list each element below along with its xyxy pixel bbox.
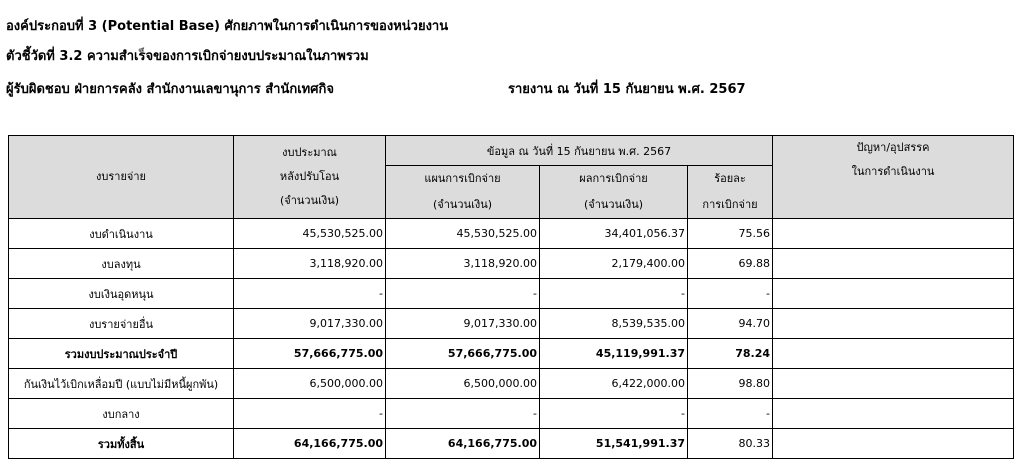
cell-budget: 6,500,000.00 <box>234 369 386 399</box>
cell-problem <box>773 279 1014 309</box>
cell-result: 8,539,535.00 <box>540 309 688 339</box>
cell-plan: 57,666,775.00 <box>386 339 540 369</box>
cell-plan: 9,017,330.00 <box>386 309 540 339</box>
table-row <box>9 279 1014 309</box>
cell-item: งบลงทุน <box>9 249 234 279</box>
table-row <box>9 369 1014 399</box>
cell-problem <box>773 309 1014 339</box>
header-responsible: ผู้รับผิดชอบ ฝ่ายการคลัง สำนักงานเลขานุการ สำนักเทศกิจ <box>6 82 334 97</box>
cell-budget: 3,118,920.00 <box>234 249 386 279</box>
cell-item: รวมงบประมาณประจำปี <box>9 339 234 369</box>
cell-budget: - <box>234 279 386 309</box>
cell-item: งบดำเนินงาน <box>9 219 234 249</box>
cell-problem <box>773 369 1014 399</box>
cell-problem <box>773 219 1014 249</box>
cell-result: 6,422,000.00 <box>540 369 688 399</box>
cell-percent: 94.70 <box>688 309 773 339</box>
table-row-total <box>9 429 1014 459</box>
col-header-group-date: ข้อมูล ณ วันที่ 15 กันยายน พ.ศ. 2567 <box>386 136 773 166</box>
col-header-item: งบรายจ่าย <box>9 136 234 219</box>
cell-percent: - <box>688 399 773 429</box>
cell-plan: 45,530,525.00 <box>386 219 540 249</box>
cell-result: 51,541,991.37 <box>540 429 688 459</box>
cell-result: 2,179,400.00 <box>540 249 688 279</box>
cell-item: กันเงินไว้เบิกเหลื่อมปี (แบบไม่มีหนี้ผูกพัน) <box>9 369 234 399</box>
cell-problem <box>773 249 1014 279</box>
cell-budget: 9,017,330.00 <box>234 309 386 339</box>
header-component: องค์ประกอบที่ 3 (Potential Base) ศักยภาพในการดำเนินการของหน่วยงาน <box>6 19 449 34</box>
cell-budget: - <box>234 399 386 429</box>
cell-problem <box>773 339 1014 369</box>
budget-table <box>8 135 1014 459</box>
table-row-subtotal <box>9 339 1014 369</box>
col-header-result: ผลการเบิกจ่าย (จำนวนเงิน) <box>540 166 688 219</box>
cell-percent: 75.56 <box>688 219 773 249</box>
cell-item: งบเงินอุดหนุน <box>9 279 234 309</box>
cell-item: งบกลาง <box>9 399 234 429</box>
header-report-date: รายงาน ณ วันที่ 15 กันยายน พ.ศ. 2567 <box>508 82 746 97</box>
col-header-plan: แผนการเบิกจ่าย (จำนวนเงิน) <box>386 166 540 219</box>
cell-result: - <box>540 399 688 429</box>
cell-plan: - <box>386 399 540 429</box>
table-row <box>9 309 1014 339</box>
col-header-problem: ปัญหา/อุปสรรค ในการดำเนินงาน <box>773 136 1014 219</box>
cell-result: - <box>540 279 688 309</box>
col-header-budget: งบประมาณ หลังปรับโอน (จำนวนเงิน) <box>234 136 386 219</box>
table-row <box>9 219 1014 249</box>
cell-plan: 6,500,000.00 <box>386 369 540 399</box>
cell-budget: 57,666,775.00 <box>234 339 386 369</box>
table-header <box>9 136 1014 219</box>
table-body <box>9 219 1014 459</box>
cell-item: รวมทั้งสิ้น <box>9 429 234 459</box>
cell-budget: 45,530,525.00 <box>234 219 386 249</box>
table-row <box>9 249 1014 279</box>
cell-percent: - <box>688 279 773 309</box>
cell-percent: 80.33 <box>688 429 773 459</box>
cell-result: 45,119,991.37 <box>540 339 688 369</box>
cell-result: 34,401,056.37 <box>540 219 688 249</box>
cell-percent: 98.80 <box>688 369 773 399</box>
cell-plan: 64,166,775.00 <box>386 429 540 459</box>
cell-percent: 69.88 <box>688 249 773 279</box>
cell-budget: 64,166,775.00 <box>234 429 386 459</box>
cell-plan: - <box>386 279 540 309</box>
col-header-percent: ร้อยละ การเบิกจ่าย <box>688 166 773 219</box>
cell-percent: 78.24 <box>688 339 773 369</box>
header-indicator: ตัวชี้วัดที่ 3.2 ความสำเร็จของการเบิกจ่ายงบประมาณในภาพรวม <box>6 49 369 64</box>
cell-problem <box>773 399 1014 429</box>
cell-plan: 3,118,920.00 <box>386 249 540 279</box>
table-row <box>9 399 1014 429</box>
cell-item: งบรายจ่ายอื่น <box>9 309 234 339</box>
cell-problem <box>773 429 1014 459</box>
